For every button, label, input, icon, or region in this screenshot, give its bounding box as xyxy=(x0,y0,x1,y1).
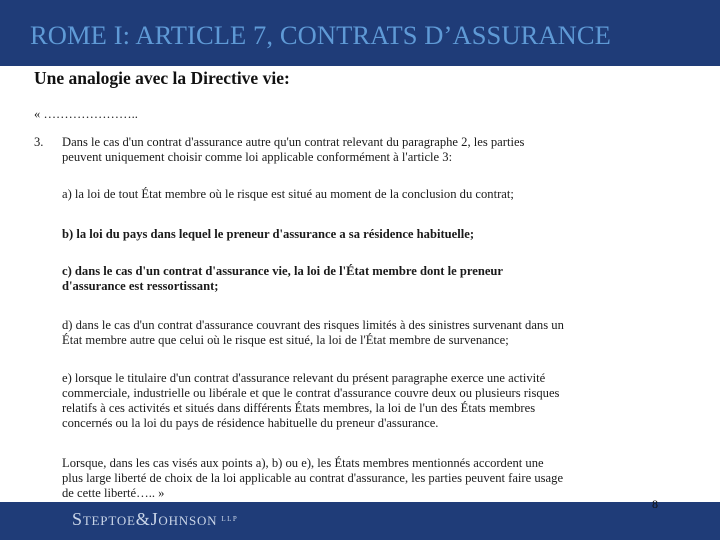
slide-title: ROME I: ARTICLE 7, CONTRATS D’ASSURANCE xyxy=(30,20,611,50)
point-e-line-2: commerciale, industrielle ou libérale et que le contrat d'assurance couvre deux ou plusieurs risques xyxy=(62,386,560,400)
closing-line-3: de cette liberté….. » xyxy=(62,486,165,500)
point-d-line-2: État membre autre que celui où le risque est situé, la loi de l'État membre de survenance; xyxy=(62,333,509,347)
item-3-number: 3. xyxy=(34,135,44,149)
closing-line-1: Lorsque, dans les cas visés aux points a), b) ou e), les États membres mentionnés accordent une xyxy=(62,456,544,470)
logo-llp: LLP xyxy=(221,515,239,523)
page-number: 8 xyxy=(652,497,658,511)
point-b: b) la loi du pays dans lequel le preneur d'assurance a sa résidence habituelle; xyxy=(62,227,475,241)
logo-ohnson: OHNSON xyxy=(158,513,218,528)
logo-teptoe: TEPTOE xyxy=(82,513,136,528)
point-e-line-1: e) lorsque le titulaire d'un contrat d'assurance relevant du présent paragraphe exerce une activité xyxy=(62,371,546,385)
point-d-line-1: d) dans le cas d'un contrat d'assurance couvrant des risques limités à des sinistres survenant dans un xyxy=(62,318,564,332)
quote-open: « ………………….. xyxy=(34,107,138,121)
point-c-line-2: d'assurance est ressortissant; xyxy=(62,279,219,293)
item-3-line-1: Dans le cas d'un contrat d'assurance autre qu'un contrat relevant du paragraphe 2, les parties xyxy=(62,135,525,149)
firm-logo xyxy=(72,509,238,530)
point-c-line-1: c) dans le cas d'un contrat d'assurance vie, la loi de l'État membre dont le preneur xyxy=(62,264,504,278)
logo-s: S xyxy=(72,509,83,529)
slide-subtitle: Une analogie avec la Directive vie: xyxy=(34,68,290,88)
point-e-line-3: relatifs à ces activités et situés dans différents États membres, la loi de l'un des États membres xyxy=(62,401,536,415)
footer-band xyxy=(0,502,720,540)
logo-j: J xyxy=(150,509,159,529)
point-a: a) la loi de tout État membre où le risque est situé au moment de la conclusion du contrat; xyxy=(62,187,514,201)
title-bar xyxy=(0,0,720,66)
logo-ampersand: & xyxy=(135,509,151,529)
closing-line-2: plus large liberté de choix de la loi applicable au contrat d'assurance, les parties peuvent faire usage xyxy=(62,471,564,485)
item-3-line-2: peuvent uniquement choisir comme loi applicable conformément à l'article 3: xyxy=(62,150,453,164)
point-e-line-4: concernés ou la loi du pays de résidence habituelle du preneur d'assurance. xyxy=(62,416,439,430)
